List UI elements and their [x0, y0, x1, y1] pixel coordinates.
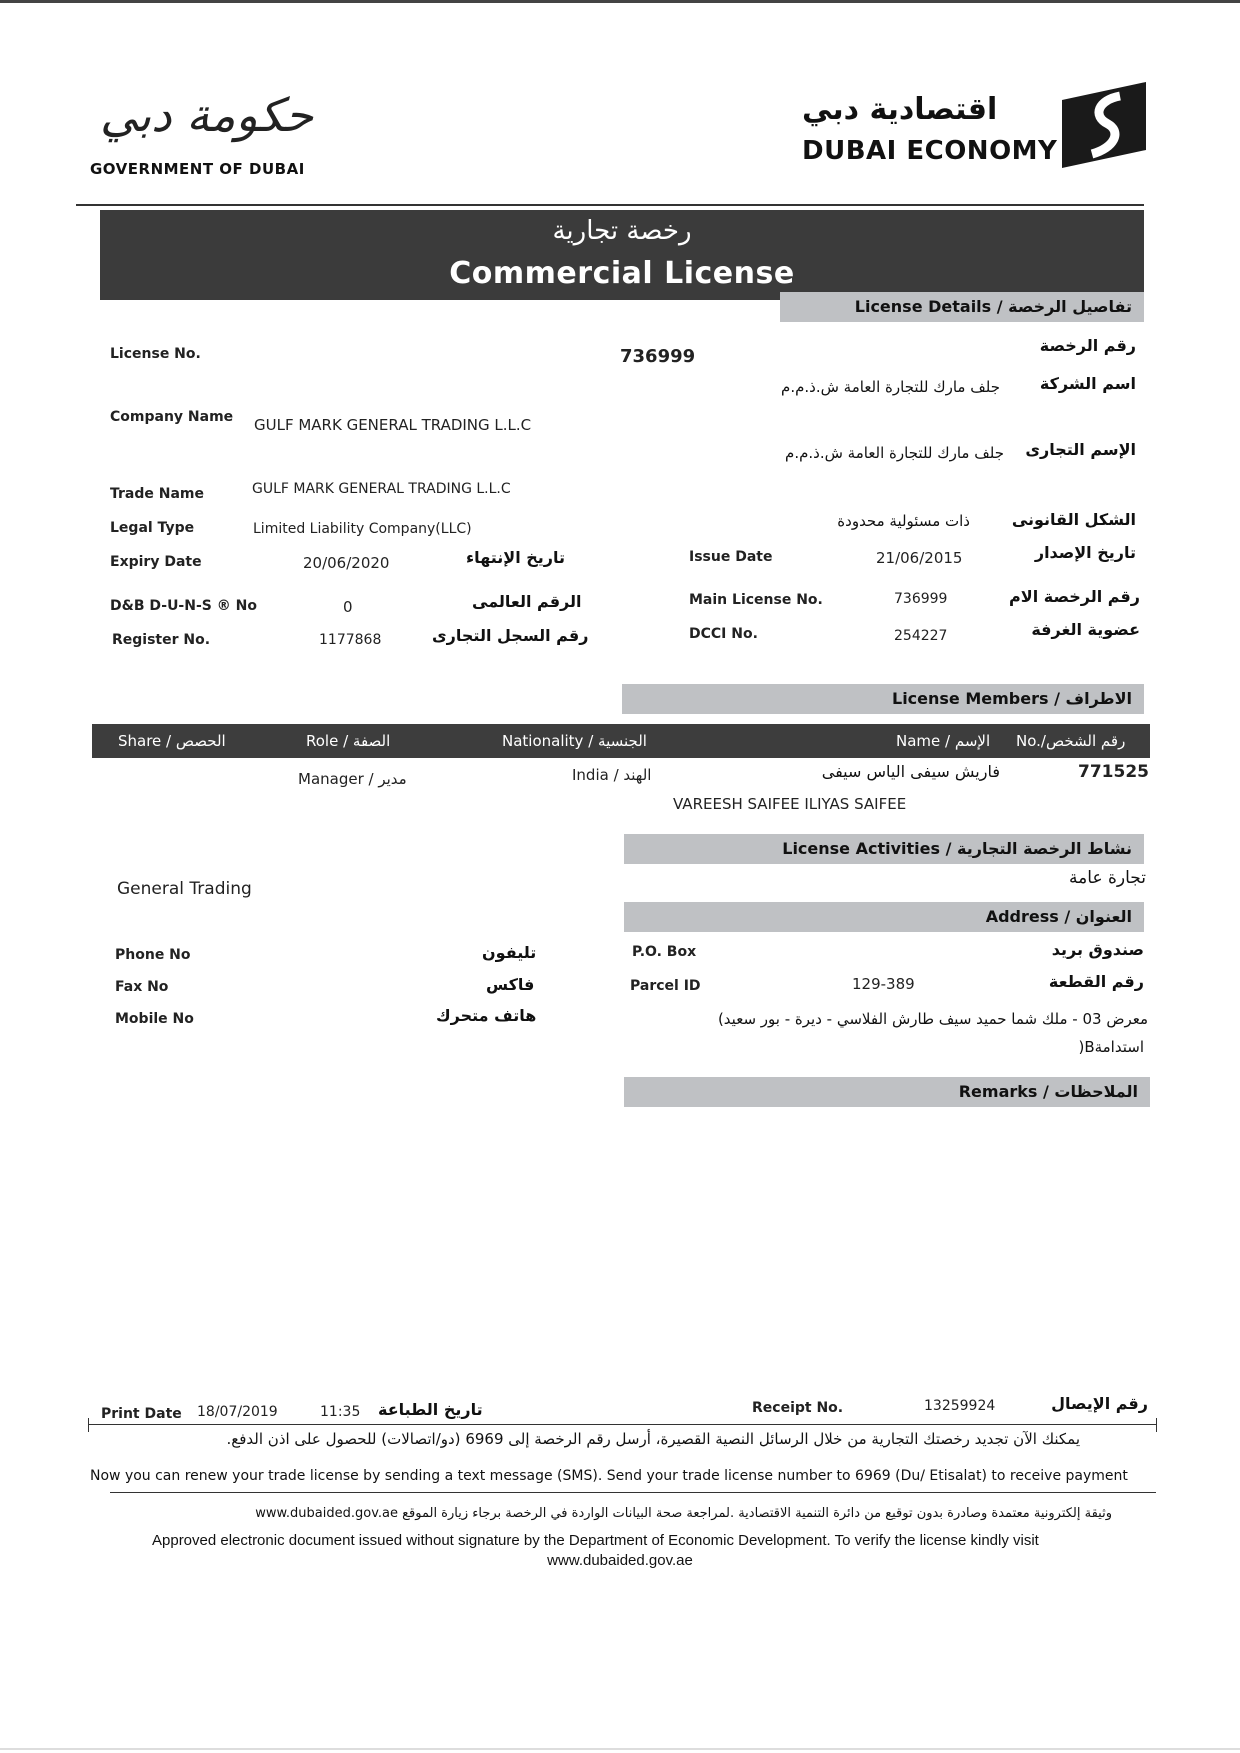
member-no: 771525: [1078, 762, 1149, 782]
legal-type-value: Limited Liability Company(LLC): [253, 521, 472, 537]
col-no: No./رقم الشخص: [1016, 732, 1126, 750]
print-date-label: Print Date: [101, 1406, 182, 1422]
title-en: Commercial License: [449, 256, 795, 291]
trade-name-value: GULF MARK GENERAL TRADING L.L.C: [252, 481, 511, 497]
member-name-ar: فاريش سيفى الياس سيفى: [821, 762, 1000, 781]
sms-notice-ar: يمكنك الآن تجديد رخصتك التجارية من خلال الرسائل النصية القصيرة، أرسل رقم الرخصة إلى 6969 (دو/اتصالات) للحصول على اذن الدفع.: [226, 1430, 1080, 1448]
main-license-label: Main License No.: [689, 592, 823, 608]
license-activities-label: License Activities / نشاط الرخصة التجارية: [782, 839, 1132, 858]
de-logo-en: DUBAI ECONOMY: [802, 136, 1058, 166]
legal-type-label: Legal Type: [110, 520, 195, 536]
license-no-value: 736999: [620, 346, 696, 367]
receipt-label: Receipt No.: [752, 1400, 844, 1416]
dcci-no-label-ar: عضوية الغرفة: [1031, 620, 1140, 639]
issue-date-label-ar: تاريخ الإصدار: [1034, 543, 1136, 562]
print-date-value: 18/07/2019: [197, 1404, 278, 1420]
approved-notice-ar: وثيقة إلكترونية معتمدة وصادرة بدون توقيع من دائرة التنمية الاقتصادية .لمراجعة صحة البيانات الواردة في الرخصة برجاء زيارة الموقع www.dubaided.gov.ae: [255, 1506, 1112, 1521]
issue-date-value: 21/06/2015: [876, 549, 963, 567]
main-license-value: 736999: [894, 591, 948, 607]
duns-label: D&B D-U-N-S ® No: [110, 598, 257, 614]
legal-type-label-ar: الشكل القانونى: [1011, 510, 1136, 529]
company-name-label: Company Name: [110, 409, 234, 425]
dubai-economy-logo: [800, 82, 1150, 172]
expiry-date-label: Expiry Date: [110, 554, 202, 570]
license-members-bar: [622, 684, 1144, 714]
license-members-label: License Members / الاطراف: [892, 689, 1132, 708]
issue-date-label: Issue Date: [689, 549, 773, 565]
gov-logo-text: GOVERNMENT OF DUBAI: [90, 160, 305, 178]
scan-bottom-edge: [0, 1748, 1240, 1750]
legal-type-value-ar: ذات مسئولية محدودة: [837, 512, 970, 530]
approved-notice-url: www.dubaided.gov.ae: [547, 1552, 693, 1569]
address-line1-ar: معرض 03 - ملك شما حميد سيف طارش الفلاسي - ديرة - بور سعيد): [717, 1010, 1148, 1028]
address-line2-ar: استدامةB(: [1078, 1038, 1144, 1056]
trade-name-label-ar: الإسم التجارى: [1025, 440, 1136, 459]
print-date-label-ar: تاريخ الطباعة: [378, 1400, 483, 1419]
title-ar: رخصة تجارية: [552, 216, 692, 246]
phone-label-ar: تليفون: [482, 943, 537, 962]
duns-value: 0: [343, 598, 353, 616]
company-name-value: GULF MARK GENERAL TRADING L.L.C: [254, 416, 532, 434]
pobox-label-ar: صندوق بريد: [1051, 940, 1144, 959]
activity-en: General Trading: [117, 879, 252, 899]
footer-right-tick: [1156, 1418, 1157, 1432]
parcel-label-ar: رقم القطعة: [1048, 972, 1144, 991]
trade-name-value-ar: جلف مارك للتجارة العامة ش.ذ.م.م: [785, 444, 1004, 462]
parcel-label: Parcel ID: [630, 978, 701, 994]
pobox-label: P.O. Box: [632, 944, 697, 960]
col-role: Role / الصفة: [306, 732, 391, 750]
parcel-value: 129-389: [852, 975, 915, 993]
address-label: Address / العنوان: [985, 907, 1132, 926]
approved-notice-en: Approved electronic document issued without signature by the Department of Economic Development. To verify the license kindly visit: [152, 1532, 1039, 1549]
mobile-label: Mobile No: [115, 1011, 194, 1027]
scan-top-edge: [0, 0, 1240, 3]
dubai-economy-emblem-icon: [1062, 82, 1146, 168]
col-name: Name / الإسم: [896, 732, 991, 750]
license-no-label: License No.: [110, 346, 201, 362]
register-no-label-ar: رقم السجل التجارى: [432, 626, 589, 645]
footer-separator: [110, 1492, 1156, 1493]
remarks-bar: [624, 1077, 1150, 1107]
col-share: Share / الحصص: [118, 732, 226, 750]
member-role: Manager / مدير: [298, 770, 407, 788]
license-activities-bar: [624, 834, 1144, 864]
duns-label-ar: الرقم العالمى: [472, 592, 582, 611]
license-no-label-ar: رقم الرخصة: [1039, 336, 1136, 355]
trade-name-label: Trade Name: [110, 486, 205, 502]
address-bar: [624, 902, 1144, 932]
sms-notice-en: Now you can renew your trade license by sending a text message (SMS). Send your trade license number to 6969 (Du/ Etisalat) to receive payment: [90, 1468, 1128, 1484]
footer-left-tick: [88, 1418, 89, 1432]
receipt-label-ar: رقم الإيصال: [1051, 1394, 1148, 1413]
print-time-value: 11:35: [320, 1404, 361, 1420]
dcci-no-value: 254227: [894, 628, 948, 644]
fax-label: Fax No: [115, 979, 169, 995]
member-name-en: VAREESH SAIFEE ILIYAS SAIFEE: [673, 795, 907, 813]
phone-label: Phone No: [115, 947, 191, 963]
footer-top-line: [88, 1424, 1156, 1425]
header-divider: [76, 204, 1144, 206]
members-table-header: [92, 724, 1150, 758]
register-no-value: 1177868: [319, 632, 382, 648]
company-name-value-ar: جلف مارك للتجارة العامة ش.ذ.م.م: [781, 378, 1000, 396]
mobile-label-ar: هاتف متحرك: [436, 1006, 537, 1025]
license-details-bar: [780, 292, 1144, 322]
fax-label-ar: فاكس: [486, 975, 535, 994]
expiry-date-label-ar: تاريخ الإنتهاء: [466, 548, 566, 567]
title-band: [100, 210, 1144, 300]
gov-dubai-logo: [90, 78, 320, 178]
main-license-label-ar: رقم الرخصة الام: [1009, 587, 1140, 606]
activity-ar: تجارة عامة: [1069, 868, 1146, 888]
col-nationality: Nationality / الجنسية: [502, 732, 647, 750]
expiry-date-value: 20/06/2020: [303, 554, 390, 572]
register-no-label: Register No.: [112, 632, 211, 648]
receipt-value: 13259924: [924, 1398, 996, 1414]
license-details-label: License Details / تفاصيل الرخصة: [854, 297, 1132, 316]
de-logo-ar: اقتصادية دبي: [802, 92, 998, 127]
gov-logo-calligraphy: حكومة دبي: [100, 88, 314, 142]
remarks-label: Remarks / الملاحظات: [958, 1082, 1138, 1101]
dcci-no-label: DCCI No.: [689, 626, 758, 642]
company-name-label-ar: اسم الشركة: [1039, 374, 1136, 393]
member-nationality: India / الهند: [572, 766, 652, 784]
